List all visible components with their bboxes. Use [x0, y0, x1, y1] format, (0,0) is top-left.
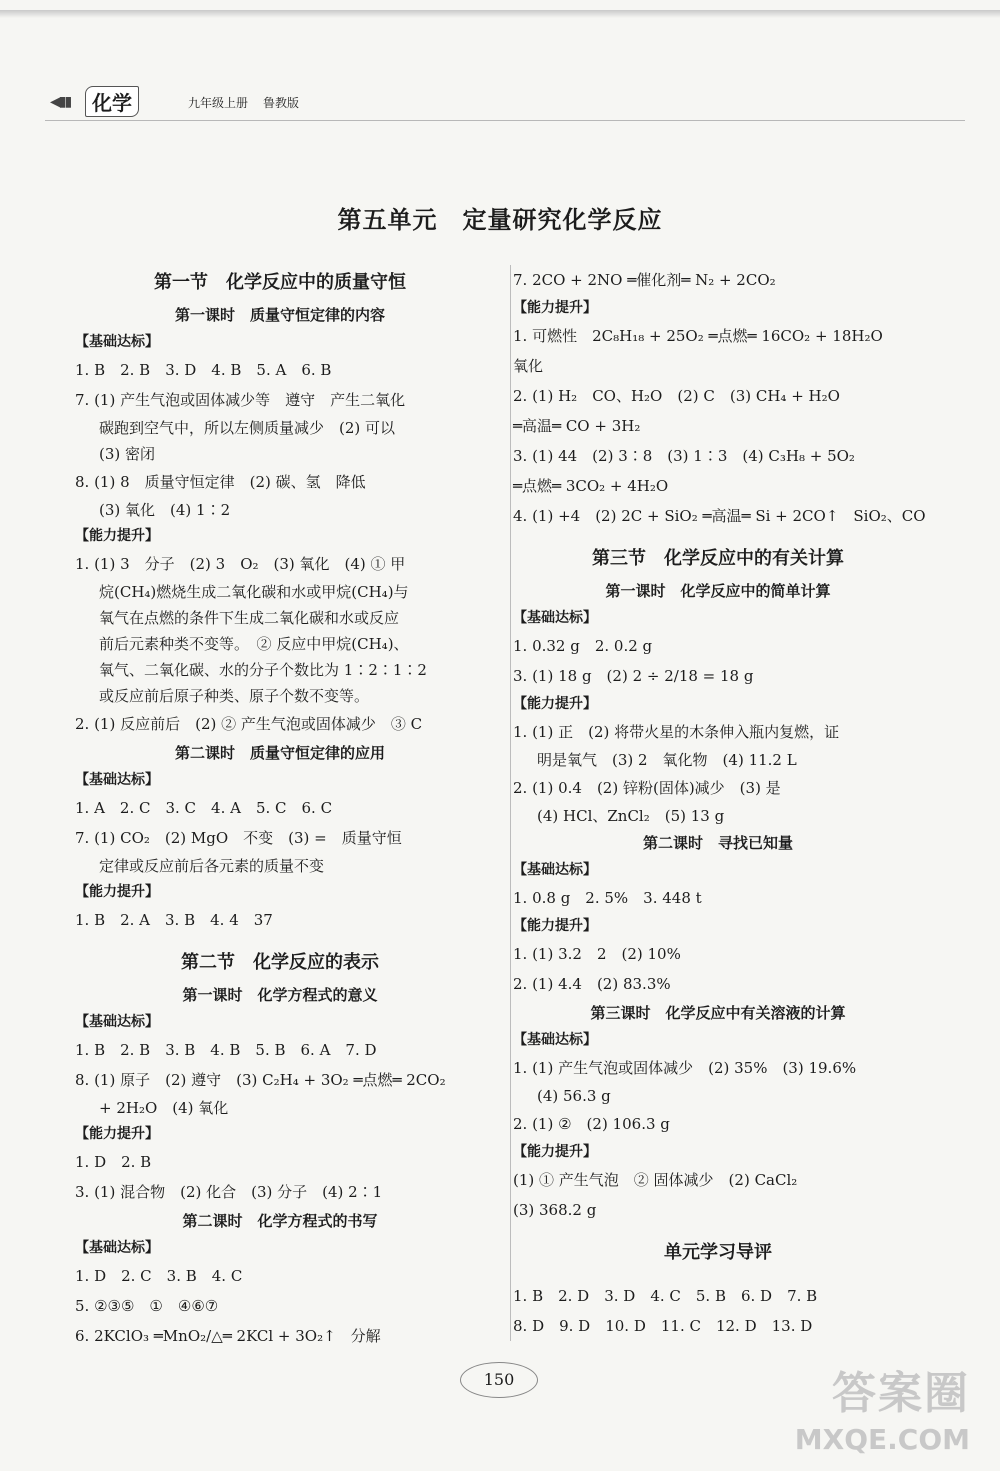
answer-line: 碳跑到空气中，所以左侧质量减少 (2) 可以 — [99, 419, 396, 437]
answer-line: 2. (1) 0.4 (2) 锌粉(固体)减少 (3) 是 — [513, 779, 781, 797]
answer-line: 烷(CH₄)燃烧生成二氧化碳和水或甲烷(CH₄)与 — [99, 583, 409, 601]
category-tag: 【能力提升】 — [513, 300, 597, 316]
spacer — [513, 1225, 923, 1235]
answer-line: + 2H₂O (4) 氧化 — [99, 1099, 229, 1117]
lesson-title: 第二课时 质量守恒定律的应用 — [174, 744, 385, 762]
page-top-edge — [0, 10, 1000, 18]
category-tag: 【基础达标】 — [513, 610, 597, 626]
category-tag: 【能力提升】 — [75, 884, 159, 900]
answer-line: 2. (1) ② (2) 106.3 g — [513, 1115, 670, 1133]
answer-line: 2. (1) H₂ CO、H₂O (2) C (3) CH₄ + H₂O — [513, 387, 840, 405]
answer-line: 3. (1) 18 g (2) 2 ÷ 2/18 = 18 g — [513, 667, 754, 685]
category-tag: 【基础达标】 — [513, 862, 597, 878]
lesson-title: 第三课时 化学反应中有关溶液的计算 — [590, 1004, 846, 1022]
spacer — [513, 531, 923, 541]
answer-line: 2. (1) 4.4 (2) 83.3% — [513, 975, 671, 993]
unit-title: 第五单元 定量研究化学反应 — [337, 206, 663, 234]
answer-line: 或反应前后原子种类、原子个数不变等。 — [99, 687, 370, 705]
answer-line: 1. B 2. B 3. B 4. B 5. B 6. A 7. D — [75, 1041, 377, 1059]
answer-line: (4) HCl、ZnCl₂ (5) 13 g — [537, 807, 725, 825]
answer-line: 6. 2KClO₃ ═MnO₂/△═ 2KCl + 3O₂↑ 分解 — [75, 1327, 381, 1345]
page-number: 150 — [460, 1362, 538, 1398]
watermark-url: MXQE.COM — [794, 1423, 970, 1456]
answer-line: 8. (1) 原子 (2) 遵守 (3) C₂H₄ + 3O₂ ═点燃═ 2CO₂ — [75, 1071, 446, 1089]
answer-line: 8. D 9. D 10. D 11. C 12. D 13. D — [513, 1317, 813, 1335]
answer-line: 1. 0.8 g 2. 5% 3. 448 t — [513, 889, 702, 907]
watermark-logo: 答案圈 — [832, 1368, 970, 1419]
category-tag: 【能力提升】 — [513, 918, 597, 934]
answer-line: 7. (1) 产生气泡或固体减少等 遵守 产生二氧化 — [75, 391, 406, 409]
answer-line: ═高温═ CO + 3H₂ — [513, 417, 641, 435]
answer-line: (3) 368.2 g — [513, 1201, 597, 1219]
answer-line: 7. (1) CO₂ (2) MgO 不变 (3) = 质量守恒 — [75, 829, 402, 847]
lesson-title: 第一课时 化学方程式的意义 — [182, 986, 378, 1004]
answer-line: (4) 56.3 g — [537, 1087, 611, 1105]
answer-line: 明是氧气 (3) 2 氧化物 (4) 11.2 L — [537, 751, 797, 769]
answer-line: ═点燃═ 3CO₂ + 4H₂O — [513, 477, 669, 495]
grade-label: 九年级上册 — [188, 96, 249, 110]
answer-line: 4. (1) +4 (2) 2C + SiO₂ ═高温═ Si + 2CO↑ SiO₂、CO — [513, 507, 926, 525]
answer-line: 1. A 2. C 3. C 4. A 5. C 6. C — [75, 799, 333, 817]
subject-logo: 化学 — [85, 86, 139, 117]
answer-line: 1. D 2. B — [75, 1153, 152, 1171]
edition-label: 鲁教版 — [263, 96, 300, 110]
category-tag: 【基础达标】 — [513, 1032, 597, 1048]
answer-line: 1. B 2. A 3. B 4. 4 37 — [75, 911, 273, 929]
spacer — [513, 1271, 923, 1281]
section-title: 第二节 化学反应的表示 — [181, 952, 379, 973]
answer-line: (3) 氧化 (4) 1∶2 — [99, 501, 231, 519]
lesson-title: 第二课时 寻找已知量 — [642, 834, 793, 852]
category-tag: 【基础达标】 — [75, 772, 159, 788]
page-header — [45, 80, 965, 121]
category-tag: 【基础达标】 — [75, 1014, 159, 1030]
answer-line: 氧气在点燃的条件下生成二氧化碳和水或反应 — [99, 609, 400, 627]
answer-line: 1. D 2. C 3. B 4. C — [75, 1267, 243, 1285]
section-title: 单元学习导评 — [664, 1242, 772, 1263]
answer-line: 1. (1) 3.2 2 (2) 10% — [513, 945, 681, 963]
section-title: 第一节 化学反应中的质量守恒 — [154, 272, 406, 293]
category-tag: 【能力提升】 — [75, 528, 159, 544]
lesson-title: 第一课时 质量守恒定律的内容 — [174, 306, 385, 324]
answer-line: 3. (1) 44 (2) 3∶8 (3) 1∶3 (4) C₃H₈ + 5O₂ — [513, 447, 855, 465]
answer-line: (3) 密闭 — [99, 445, 156, 463]
category-tag: 【基础达标】 — [75, 1240, 159, 1256]
answer-line: 8. (1) 8 质量守恒定律 (2) 碳、氢 降低 — [75, 473, 366, 491]
answer-line: 5. ②③⑤ ① ④⑥⑦ — [75, 1297, 219, 1315]
answer-line: 定律或反应前后各元素的质量不变 — [99, 857, 325, 875]
answer-line: 1. B 2. D 3. D 4. C 5. B 6. D 7. B — [513, 1287, 818, 1305]
answer-line: 1. (1) 3 分子 (2) 3 O₂ (3) 氧化 (4) ① 甲 — [75, 555, 406, 573]
answer-line: 3. (1) 混合物 (2) 化合 (3) 分子 (4) 2∶1 — [75, 1183, 383, 1201]
arrow-icon: ◀▮▮ — [50, 94, 71, 110]
lesson-title: 第一课时 化学反应中的简单计算 — [605, 582, 831, 600]
answer-line: 7. 2CO + 2NO ═催化剂═ N₂ + 2CO₂ — [513, 271, 776, 289]
answer-line: 1. B 2. B 3. D 4. B 5. A 6. B — [75, 361, 332, 379]
lesson-title: 第二课时 化学方程式的书写 — [182, 1212, 378, 1230]
category-tag: 【能力提升】 — [513, 696, 597, 712]
answer-line: 前后元素种类不变等。 ② 反应中甲烷(CH₄)、 — [99, 635, 409, 653]
answer-line: 1. 0.32 g 2. 0.2 g — [513, 637, 653, 655]
spacer — [75, 935, 485, 945]
answer-line: (1) ① 产生气泡 ② 固体减少 (2) CaCl₂ — [513, 1171, 798, 1189]
category-tag: 【能力提升】 — [75, 1126, 159, 1142]
answer-line: 2. (1) 反应前后 (2) ② 产生气泡或固体减少 ③ C — [75, 715, 423, 733]
answer-line: 氧化 — [513, 357, 544, 375]
answer-line: 氧气、二氧化碳、水的分子个数比为 1∶2∶1∶2 — [99, 661, 427, 679]
answer-line: 1. (1) 产生气泡或固体减少 (2) 35% (3) 19.6% — [513, 1059, 857, 1077]
right-column — [510, 265, 926, 1341]
category-tag: 【基础达标】 — [75, 334, 159, 350]
category-tag: 【能力提升】 — [513, 1144, 597, 1160]
left-column — [75, 265, 485, 1351]
answer-line: 1. 可燃性 2C₈H₁₈ + 25O₂ ═点燃═ 16CO₂ + 18H₂O — [513, 327, 883, 345]
section-title: 第三节 化学反应中的有关计算 — [592, 548, 844, 569]
answer-line: 1. (1) 正 (2) 将带火星的木条伸入瓶内复燃，证 — [513, 723, 840, 741]
